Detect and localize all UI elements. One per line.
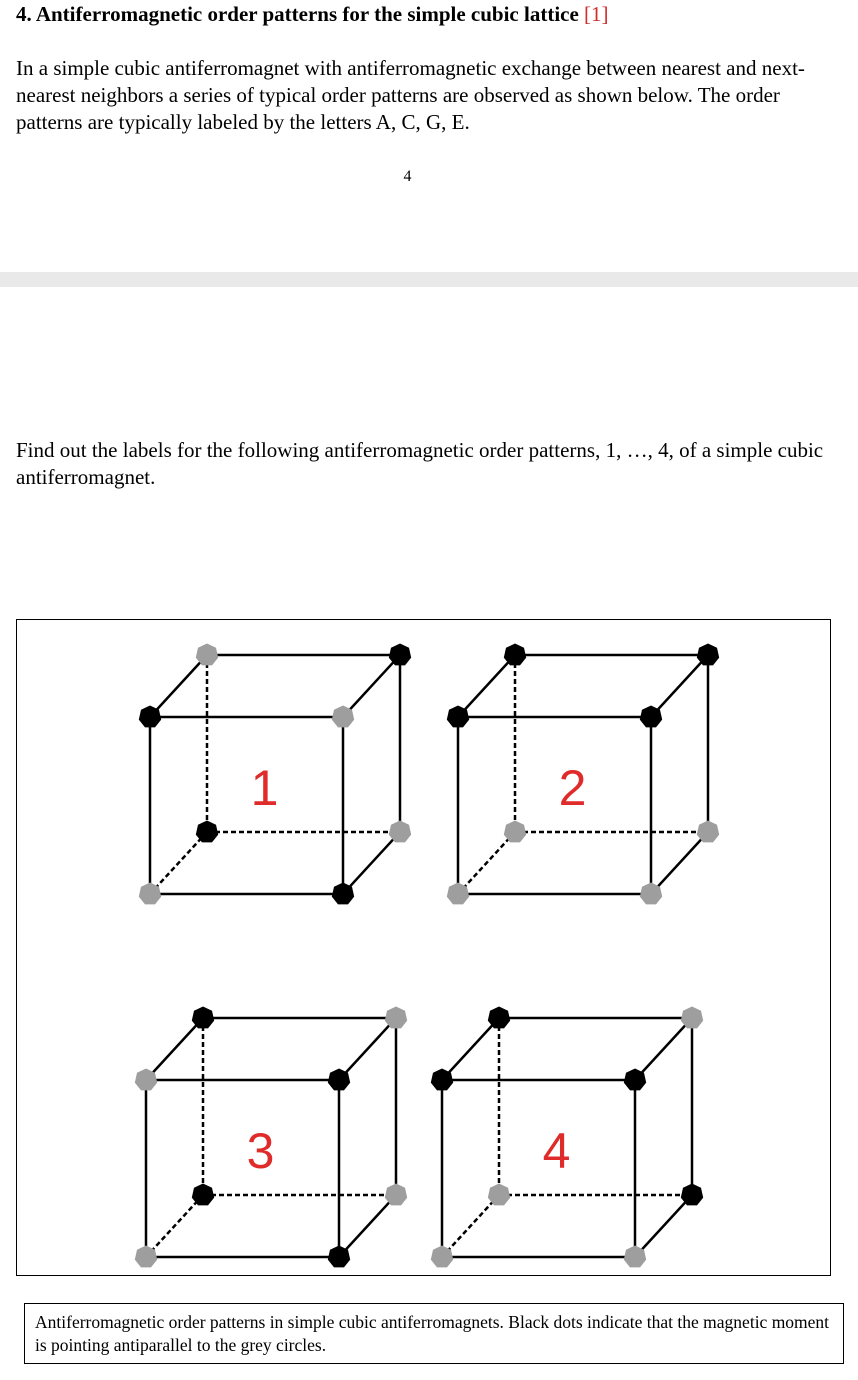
- page-number: 4: [403, 168, 412, 185]
- problem-heading: [16, 2, 609, 27]
- figure-caption: Antiferromagnetic order patterns in simple cubic antiferromagnets. Black dots indicate that the magnetic moment is pointing antiparallel to the grey circles.: [24, 1303, 844, 1364]
- cube-edge: [343, 832, 400, 894]
- hidden-edge: [442, 1195, 499, 1257]
- cube-edge: [635, 1018, 692, 1080]
- cube-label-2: 2: [558, 760, 587, 816]
- cube-edge: [146, 1018, 203, 1080]
- cube-edge: [150, 655, 207, 717]
- hidden-edge: [458, 832, 515, 894]
- cube-edge: [343, 655, 400, 717]
- cube-label-3: 3: [246, 1123, 275, 1179]
- question-paragraph: Find out the labels for the following antiferromagnetic order patterns, 1, …, 4, of a simple cubic antiferromagnet.: [16, 438, 824, 489]
- cube-edge: [339, 1018, 396, 1080]
- reference-link[interactable]: [1]: [584, 2, 609, 26]
- cube-edge: [651, 655, 708, 717]
- cubes-diagram: [17, 620, 832, 1277]
- order-patterns-figure: [16, 619, 831, 1276]
- hidden-edge: [150, 832, 207, 894]
- cube-edge: [339, 1195, 396, 1257]
- cube-1: [139, 644, 411, 905]
- page-break-divider: [0, 272, 858, 287]
- heading-text: 4. Antiferromagnetic order patterns for the simple cubic lattice: [16, 2, 585, 26]
- cube-edge: [458, 655, 515, 717]
- cube-2: [447, 644, 719, 905]
- cube-edge: [651, 832, 708, 894]
- cube-4: [431, 1007, 703, 1268]
- cube-label-1: 1: [250, 760, 279, 816]
- cube-edge: [442, 1018, 499, 1080]
- hidden-edge: [146, 1195, 203, 1257]
- cube-edge: [635, 1195, 692, 1257]
- cube-label-4: 4: [542, 1123, 571, 1179]
- intro-paragraph: In a simple cubic antiferromagnet with antiferromagnetic exchange between nearest and next-nearest neighbors a series of typical order patterns are observed as shown below. The order patterns are typically labeled by the letters A, C, G, E.: [16, 56, 805, 134]
- cube-3: [135, 1007, 407, 1268]
